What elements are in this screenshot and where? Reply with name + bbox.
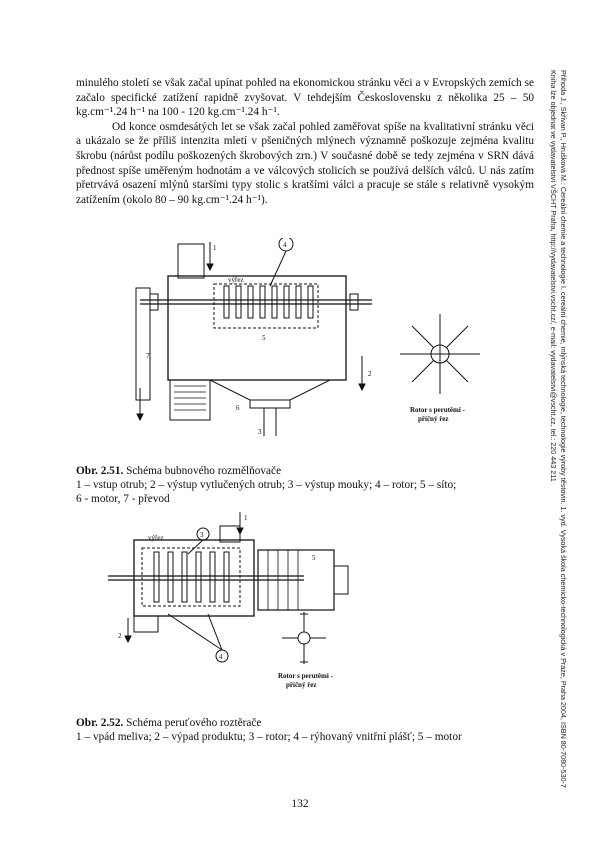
label-cutout: výřez (228, 276, 244, 284)
label-4-2: 4 (219, 653, 223, 661)
label-2: 2 (368, 370, 372, 378)
cutout-region-2 (142, 548, 240, 606)
rotor-cross-section-2 (282, 612, 326, 664)
figure-2-51-caption (76, 464, 536, 506)
citation-line-1: Příhoda J., Skřivan P., Hrušková M.: Cereální chemie a technologie I. cereální chemie, mlýnská technologie, technologie výroby těstovin. 1. vyd. Vysoká škola chemicko-technologická v Praze, Praha 2004, ISBN 80-7080-530-7 (559, 70, 568, 788)
rotor-caption-2-2: příčný řez (286, 681, 317, 689)
figure-2-51-title: Schéma bubnového rozmělňovače (126, 465, 282, 477)
label-4: 4 (283, 241, 287, 249)
side-note-citation (534, 70, 568, 830)
label-7: 7 (146, 352, 150, 360)
figure-2-52-caption (76, 716, 536, 744)
rotor-cross-section (400, 314, 480, 394)
figure-2-51-legend-2: 6 - motor, 7 - převod (76, 493, 170, 505)
figure-2-52-label: Obr. 2.52. (76, 717, 124, 729)
bearing-right (350, 294, 358, 310)
rotor-caption-2-1: Rotor s perutěmi - (278, 672, 333, 680)
page-number: 132 (291, 798, 309, 810)
label-1: 1 (213, 244, 217, 252)
label-6: 6 (236, 404, 240, 412)
paragraph-1: minulého století se však začal upínat pohled na ekonomickou stránku věci a v Evropských zemích se začalo specifické zatížení rapidně zvyšovat. V tehdejším Československu z několika 25 – 50 kg.cm⁻¹.24 h⁻¹ na 100 - 120 kg.cm⁻¹.24 h⁻¹. (76, 77, 534, 119)
flour-outlet (250, 400, 290, 408)
figure-2-52-diagram (108, 510, 488, 710)
housing-2 (134, 540, 254, 616)
inlet-chute (178, 244, 204, 278)
transmission-belt (136, 288, 150, 400)
rotor-blades-2 (154, 552, 229, 602)
outlet-2 (134, 616, 158, 632)
motor-cap (334, 566, 348, 594)
body-text (76, 76, 534, 207)
figure-2-51-label: Obr. 2.51. (76, 465, 124, 477)
rotor-caption-1: Rotor s perutěmi - (410, 406, 465, 414)
cutout-region (214, 284, 318, 328)
label-3-2: 3 (200, 531, 204, 539)
bearing-left (150, 294, 158, 310)
figure-2-51-legend-1: 1 – vstup otrub; 2 – výstup vytlučených otrub; 3 – výstup mouky; 4 – rotor; 5 – síto; (76, 479, 457, 491)
flour-hopper (210, 380, 330, 400)
figure-2-51-diagram (110, 238, 530, 438)
figure-2-52-legend: 1 – vpád meliva; 2 – výpad produktu; 3 – rotor; 4 – rýhovaný vnitřní plášť; 5 – motor (76, 731, 462, 743)
label-1-2: 1 (244, 514, 248, 522)
label-3: 3 (258, 428, 262, 436)
rotor-caption-2: příčný řez (418, 415, 449, 423)
paragraph-2: Od konce osmdesátých let se však začal pohled zaměřovat spíše na kvalitativní stránku věci a ukázalo se že příliš intenzita mletí v pšeničných mlýnech významně poškozuje zejména kvalitu škrobu (nárůst podílu poškozených škrobových zrn.) V současné době se tedy zejména v SRN dává přednost spíše uměřeným hodnotám a ve válcových stolicích se používá delších válců. U nás zatím přetrvává osazení mlýnů staršími typy stolic s kratšími válci a pracuje se stále s relativně vysokým zatížením (okolo 80 – 90 kg.cm⁻¹.24 h⁻¹). (76, 120, 534, 206)
citation-line-2: Kniha lze objednat ve vydavatelství VŠCHT Praha, http://vydavatelstvi.vscht.cz/, e-mail: vydavatelstvi@vscht.cz, tel.: 220 443 211 (549, 70, 558, 482)
label-2-2: 2 (118, 632, 122, 640)
figure-2-52-title: Schéma peruťového roztěrače (126, 717, 262, 729)
label-5-2: 5 (312, 554, 316, 562)
label-cutout-2: výřez (148, 534, 164, 542)
label-5: 5 (262, 334, 266, 342)
rotor-blades (224, 286, 313, 318)
drum-housing (168, 276, 346, 380)
